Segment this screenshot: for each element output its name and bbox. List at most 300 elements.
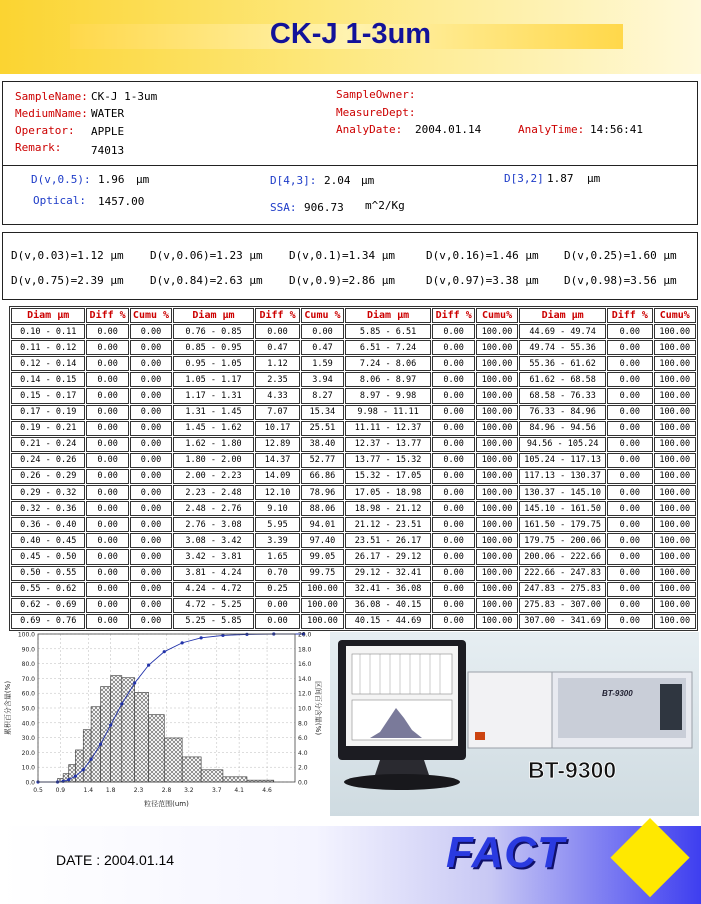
table-row: [11, 566, 696, 581]
fact-logo: FACT: [446, 828, 565, 877]
percentile-value: D(v,0.16)=1.46 μm: [426, 249, 539, 262]
table-cell: 0.00: [86, 372, 128, 387]
table-cell: 2.76 - 3.08: [173, 517, 254, 532]
table-cell: 3.81 - 4.24: [173, 566, 254, 581]
table-cell: 0.26 - 0.29: [11, 469, 85, 484]
table-cell: 13.77 - 15.32: [345, 453, 432, 468]
analyzer-panel-label: BT-9300: [602, 689, 633, 698]
table-cell: 0.00: [432, 517, 474, 532]
table-cell: 0.00: [86, 517, 128, 532]
table-cell: 0.00: [86, 614, 128, 629]
table-cell: 105.24 - 117.13: [519, 453, 606, 468]
histogram-bar: [201, 770, 223, 782]
instrument-illustration: [330, 632, 699, 816]
table-cell: 0.00: [607, 356, 652, 371]
y-axis-label-right: 区间百分含量(%): [314, 680, 322, 736]
stats-box: [2, 165, 698, 225]
table-cell: 0.00: [432, 453, 474, 468]
percentile-value: D(v,0.97)=3.38 μm: [426, 274, 539, 287]
table-cell: 88.06: [301, 501, 343, 516]
column-header: Diff %: [432, 308, 474, 323]
cumulative-point: [181, 641, 184, 644]
table-cell: 68.58 - 76.33: [519, 388, 606, 403]
table-cell: 0.00: [607, 421, 652, 436]
table-cell: 0.00: [86, 582, 128, 597]
table-cell: 5.95: [255, 517, 300, 532]
table-cell: 100.00: [301, 614, 343, 629]
table-cell: 0.00: [130, 469, 172, 484]
x-tick-label: 1.4: [83, 787, 94, 794]
table-cell: 0.00: [130, 405, 172, 420]
table-cell: 0.50 - 0.55: [11, 566, 85, 581]
cumulative-point: [99, 743, 102, 746]
table-cell: 3.39: [255, 533, 300, 548]
table-cell: 0.00: [86, 453, 128, 468]
table-cell: 0.00: [432, 405, 474, 420]
table-cell: 0.00: [130, 372, 172, 387]
d43-value: 2.04: [324, 174, 351, 187]
x-tick-label: 3.2: [184, 787, 194, 794]
table-cell: 0.00: [432, 356, 474, 371]
table-cell: 52.77: [301, 453, 343, 468]
table-cell: 100.00: [654, 566, 696, 581]
table-cell: 130.37 - 145.10: [519, 485, 606, 500]
table-cell: 100.00: [301, 582, 343, 597]
table-row: [11, 517, 696, 532]
table-cell: 100.00: [476, 582, 518, 597]
histogram-bar: [135, 692, 149, 782]
table-cell: 100.00: [654, 388, 696, 403]
medium-label: MediumName:: [15, 107, 88, 120]
x-tick-label: 3.7: [212, 787, 222, 794]
table-cell: 23.51 - 26.17: [345, 533, 432, 548]
table-cell: 0.00: [86, 437, 128, 452]
column-header: Diff %: [86, 308, 128, 323]
table-row: [11, 598, 696, 613]
y-tick-label-right: 14.0: [298, 675, 312, 683]
table-cell: 100.00: [476, 388, 518, 403]
table-cell: 0.00: [86, 485, 128, 500]
cumulative-point: [109, 724, 112, 727]
table-row: [11, 533, 696, 548]
table-row: [11, 469, 696, 484]
table-cell: 0.00: [607, 566, 652, 581]
y-tick-label-left: 10.0: [21, 764, 35, 772]
table-cell: 3.08 - 3.42: [173, 533, 254, 548]
table-cell: 100.00: [654, 340, 696, 355]
table-cell: 100.00: [476, 340, 518, 355]
table-cell: 0.00: [255, 614, 300, 629]
table-cell: 100.00: [654, 501, 696, 516]
y-tick-label-left: 60.0: [21, 690, 35, 698]
table-cell: 100.00: [654, 598, 696, 613]
table-cell: 32.41 - 36.08: [345, 582, 432, 597]
cumulative-point: [74, 775, 77, 778]
y-tick-label-left: 90.0: [21, 646, 35, 654]
table-cell: 29.12 - 32.41: [345, 566, 432, 581]
y-tick-label-right: 16.0: [298, 661, 312, 669]
table-cell: 0.00: [607, 598, 652, 613]
table-cell: 26.17 - 29.12: [345, 549, 432, 564]
y-tick-label-left: 0.0: [25, 779, 35, 787]
table-cell: 1.65: [255, 549, 300, 564]
percentile-value: D(v,0.03)=1.12 μm: [11, 249, 124, 262]
table-cell: 1.17 - 1.31: [173, 388, 254, 403]
table-cell: 0.00: [86, 566, 128, 581]
table-cell: 2.35: [255, 372, 300, 387]
remark-label: Remark:: [15, 141, 62, 154]
table-row: [11, 453, 696, 468]
table-cell: 0.47: [255, 340, 300, 355]
monitor-base: [344, 774, 460, 790]
table-cell: 15.34: [301, 405, 343, 420]
table-cell: 100.00: [654, 582, 696, 597]
table-cell: 0.00: [130, 356, 172, 371]
cumulative-point: [82, 768, 85, 771]
table-cell: 0.00: [130, 501, 172, 516]
table-cell: 55.36 - 61.62: [519, 356, 606, 371]
table-cell: 0.00: [607, 517, 652, 532]
percentile-value: D(v,0.98)=3.56 μm: [564, 274, 677, 287]
table-cell: 0.19 - 0.21: [11, 421, 85, 436]
table-cell: 0.29 - 0.32: [11, 485, 85, 500]
table-cell: 0.00: [86, 405, 128, 420]
table-cell: 0.62 - 0.69: [11, 598, 85, 613]
table-cell: 117.13 - 130.37: [519, 469, 606, 484]
table-cell: 100.00: [654, 517, 696, 532]
analyzer-dark-module: [660, 684, 682, 730]
table-cell: 100.00: [476, 533, 518, 548]
table-cell: 9.98 - 11.11: [345, 405, 432, 420]
cumulative-point: [120, 702, 123, 705]
table-row: [11, 340, 696, 355]
histogram-bar: [149, 715, 165, 782]
table-cell: 4.72 - 5.25: [173, 598, 254, 613]
table-cell: 100.00: [654, 324, 696, 339]
table-cell: 100.00: [654, 469, 696, 484]
table-cell: 0.00: [432, 340, 474, 355]
table-cell: 275.83 - 307.00: [519, 598, 606, 613]
operator-value: APPLE: [91, 125, 125, 138]
column-header: Cumu%: [654, 308, 696, 323]
dv05-label: D(v,0.5):: [31, 173, 91, 186]
table-cell: 0.00: [130, 340, 172, 355]
ssa-label: SSA:: [270, 201, 297, 214]
table-cell: 0.00: [130, 324, 172, 339]
table-cell: 100.00: [476, 421, 518, 436]
x-tick-label: 2.3: [133, 787, 144, 794]
table-cell: 0.00: [130, 517, 172, 532]
product-photo: [330, 632, 699, 816]
table-cell: 0.10 - 0.11: [11, 324, 85, 339]
y-tick-label-left: 70.0: [21, 675, 35, 683]
table-cell: 0.00: [607, 388, 652, 403]
table-cell: 0.36 - 0.40: [11, 517, 85, 532]
table-cell: 100.00: [476, 598, 518, 613]
table-cell: 0.00: [130, 453, 172, 468]
table-header-row: [11, 308, 696, 323]
table-cell: 0.00: [130, 566, 172, 581]
table-cell: 0.70: [255, 566, 300, 581]
histogram-bar: [164, 738, 182, 782]
x-tick-label: 4.6: [262, 787, 272, 794]
y-tick-label-right: 8.0: [298, 720, 308, 728]
table-cell: 6.51 - 7.24: [345, 340, 432, 355]
table-cell: 100.00: [476, 372, 518, 387]
ssa-value: 906.73: [304, 201, 344, 214]
optical-value: 1457.00: [98, 195, 145, 208]
table-cell: 100.00: [654, 533, 696, 548]
table-cell: 0.21 - 0.24: [11, 437, 85, 452]
y-tick-label-right: 2.0: [298, 764, 308, 772]
dv05-value: 1.96: [98, 173, 125, 186]
cumulative-point: [67, 778, 70, 781]
table-cell: 100.00: [654, 421, 696, 436]
ssa-unit: m^2/Kg: [365, 199, 405, 212]
table-cell: 12.37 - 13.77: [345, 437, 432, 452]
table-cell: 0.00: [86, 549, 128, 564]
table-cell: 8.06 - 8.97: [345, 372, 432, 387]
table-cell: 0.85 - 0.95: [173, 340, 254, 355]
footer-date: DATE : 2004.01.14: [56, 852, 175, 868]
table-cell: 0.00: [607, 453, 652, 468]
table-row: [11, 421, 696, 436]
table-cell: 100.00: [476, 453, 518, 468]
d43-label: D[4,3]:: [270, 174, 317, 187]
cumulative-point: [147, 664, 150, 667]
table-cell: 0.00: [607, 372, 652, 387]
operator-label: Operator:: [15, 124, 75, 137]
table-row: [11, 388, 696, 403]
dv05-unit: μm: [136, 173, 150, 186]
table-cell: 3.94: [301, 372, 343, 387]
table-cell: 100.00: [654, 549, 696, 564]
table-cell: 100.00: [654, 453, 696, 468]
y-tick-label-left: 80.0: [21, 661, 35, 669]
table-cell: 1.62 - 1.80: [173, 437, 254, 452]
time-value: 14:56:41: [590, 123, 643, 136]
table-cell: 100.00: [301, 598, 343, 613]
table-cell: 36.08 - 40.15: [345, 598, 432, 613]
table-cell: 0.00: [86, 598, 128, 613]
table-cell: 0.25: [255, 582, 300, 597]
table-cell: 0.00: [432, 421, 474, 436]
table-cell: 0.00: [86, 388, 128, 403]
table-cell: 14.37: [255, 453, 300, 468]
table-cell: 0.47: [301, 340, 343, 355]
table-cell: 0.00: [432, 485, 474, 500]
table-cell: 2.23 - 2.48: [173, 485, 254, 500]
table-cell: 222.66 - 247.83: [519, 566, 606, 581]
table-cell: 100.00: [476, 324, 518, 339]
percentile-box: [2, 232, 698, 300]
table-cell: 0.24 - 0.26: [11, 453, 85, 468]
analyzer-power-button: [475, 732, 485, 740]
table-cell: 0.00: [86, 324, 128, 339]
table-cell: 100.00: [654, 356, 696, 371]
table-cell: 100.00: [476, 485, 518, 500]
table-cell: 0.00: [86, 469, 128, 484]
dept-label: MeasureDept:: [336, 106, 416, 119]
table-cell: 0.00: [130, 582, 172, 597]
table-cell: 0.00: [130, 421, 172, 436]
y-tick-label-left: 100.0: [17, 631, 35, 639]
table-cell: 44.69 - 49.74: [519, 324, 606, 339]
table-cell: 1.80 - 2.00: [173, 453, 254, 468]
percentile-value: D(v,0.9)=2.86 μm: [289, 274, 395, 287]
table-cell: 3.42 - 3.81: [173, 549, 254, 564]
column-header: Diam μm: [345, 308, 432, 323]
table-cell: 0.00: [86, 356, 128, 371]
table-cell: 0.00: [607, 501, 652, 516]
table-cell: 49.74 - 55.36: [519, 340, 606, 355]
x-tick-label: 1.8: [105, 787, 116, 794]
table-cell: 100.00: [654, 405, 696, 420]
cumulative-point: [163, 650, 166, 653]
bt9300-label: BT-9300: [528, 757, 617, 783]
table-cell: 0.95 - 1.05: [173, 356, 254, 371]
table-cell: 0.00: [432, 614, 474, 629]
table-cell: 200.06 - 222.66: [519, 549, 606, 564]
table-cell: 78.96: [301, 485, 343, 500]
table-cell: 4.24 - 4.72: [173, 582, 254, 597]
y-tick-label-left: 30.0: [21, 735, 35, 743]
table-cell: 1.45 - 1.62: [173, 421, 254, 436]
table-cell: 15.32 - 17.05: [345, 469, 432, 484]
table-cell: 0.00: [432, 501, 474, 516]
table-cell: 100.00: [476, 437, 518, 452]
table-cell: 0.00: [607, 533, 652, 548]
table-row: [11, 437, 696, 452]
percentile-value: D(v,0.75)=2.39 μm: [11, 274, 124, 287]
d32-unit: μm: [587, 172, 601, 185]
table-row: [11, 582, 696, 597]
table-cell: 25.51: [301, 421, 343, 436]
table-cell: 100.00: [476, 566, 518, 581]
table-cell: 40.15 - 44.69: [345, 614, 432, 629]
table-cell: 9.10: [255, 501, 300, 516]
table-cell: 10.17: [255, 421, 300, 436]
table-cell: 21.12 - 23.51: [345, 517, 432, 532]
time-label: AnalyTime:: [518, 123, 585, 136]
table-cell: 100.00: [654, 614, 696, 629]
d43-unit: μm: [361, 174, 375, 187]
owner-label: SampleOwner:: [336, 88, 416, 101]
table-cell: 0.00: [607, 437, 652, 452]
x-tick-label: 0.9: [55, 787, 66, 794]
table-cell: 8.97 - 9.98: [345, 388, 432, 403]
table-cell: 0.00: [432, 324, 474, 339]
table-cell: 0.69 - 0.76: [11, 614, 85, 629]
sample-name-value: CK-J 1-3um: [91, 90, 158, 103]
table-cell: 0.76 - 0.85: [173, 324, 254, 339]
table-cell: 0.00: [607, 582, 652, 597]
table-cell: 0.00: [607, 614, 652, 629]
table-cell: 0.00: [130, 549, 172, 564]
column-header: Diff %: [255, 308, 300, 323]
table-cell: 84.96 - 94.56: [519, 421, 606, 436]
table-cell: 11.11 - 12.37: [345, 421, 432, 436]
table-cell: 100.00: [654, 372, 696, 387]
table-cell: 100.00: [654, 485, 696, 500]
table-cell: 66.86: [301, 469, 343, 484]
table-cell: 0.00: [130, 598, 172, 613]
percentile-value: D(v,0.84)=2.63 μm: [150, 274, 263, 287]
percentile-value: D(v,0.1)=1.34 μm: [289, 249, 395, 262]
table-cell: 0.00: [130, 533, 172, 548]
table-cell: 0.00: [432, 598, 474, 613]
table-cell: 100.00: [476, 405, 518, 420]
percentile-value: D(v,0.25)=1.60 μm: [564, 249, 677, 262]
table-cell: 61.62 - 68.58: [519, 372, 606, 387]
table-cell: 94.01: [301, 517, 343, 532]
table-cell: 5.25 - 5.85: [173, 614, 254, 629]
table-cell: 100.00: [476, 356, 518, 371]
table-cell: 0.00: [130, 614, 172, 629]
table-cell: 0.17 - 0.19: [11, 405, 85, 420]
table-cell: 38.40: [301, 437, 343, 452]
table-cell: 1.12: [255, 356, 300, 371]
table-cell: 0.00: [432, 372, 474, 387]
table-cell: 0.00: [607, 340, 652, 355]
column-header: Cumu%: [476, 308, 518, 323]
cumulative-point: [62, 780, 65, 783]
y-tick-label-right: 12.0: [298, 690, 312, 698]
table-cell: 0.14 - 0.15: [11, 372, 85, 387]
table-cell: 7.24 - 8.06: [345, 356, 432, 371]
table-cell: 100.00: [476, 501, 518, 516]
table-cell: 1.31 - 1.45: [173, 405, 254, 420]
table-row: [11, 372, 696, 387]
table-row: [11, 485, 696, 500]
d32-label: D[3,2]: [504, 172, 544, 185]
table-cell: 0.00: [86, 421, 128, 436]
table-cell: 0.00: [130, 437, 172, 452]
table-cell: 247.83 - 275.83: [519, 582, 606, 597]
table-cell: 0.00: [255, 324, 300, 339]
histogram-bar: [223, 777, 247, 782]
y-tick-label-right: 0.0: [298, 779, 308, 787]
remark-value: 74013: [91, 144, 125, 157]
cumulative-point: [89, 758, 92, 761]
table-cell: 0.00: [432, 469, 474, 484]
table-cell: 12.89: [255, 437, 300, 452]
table-cell: 5.85 - 6.51: [345, 324, 432, 339]
table-cell: 8.27: [301, 388, 343, 403]
column-header: Diam μm: [173, 308, 254, 323]
table-cell: 18.98 - 21.12: [345, 501, 432, 516]
histogram-bar: [111, 676, 122, 782]
date-value: 2004.01.14: [415, 123, 482, 136]
table-cell: 2.00 - 2.23: [173, 469, 254, 484]
histogram-bar: [182, 757, 201, 782]
table-cell: 0.00: [607, 469, 652, 484]
table-cell: 76.33 - 84.96: [519, 405, 606, 420]
table-row: [11, 614, 696, 629]
table-cell: 4.33: [255, 388, 300, 403]
x-tick-label: 4.1: [234, 787, 244, 794]
table-row: [11, 501, 696, 516]
table-cell: 0.00: [607, 324, 652, 339]
table-cell: 0.12 - 0.14: [11, 356, 85, 371]
table-cell: 2.48 - 2.76: [173, 501, 254, 516]
table-cell: 0.00: [130, 388, 172, 403]
table-cell: 100.00: [476, 517, 518, 532]
table-cell: 7.07: [255, 405, 300, 420]
x-tick-label: 2.8: [161, 787, 172, 794]
table-cell: 0.32 - 0.36: [11, 501, 85, 516]
table-cell: 94.56 - 105.24: [519, 437, 606, 452]
